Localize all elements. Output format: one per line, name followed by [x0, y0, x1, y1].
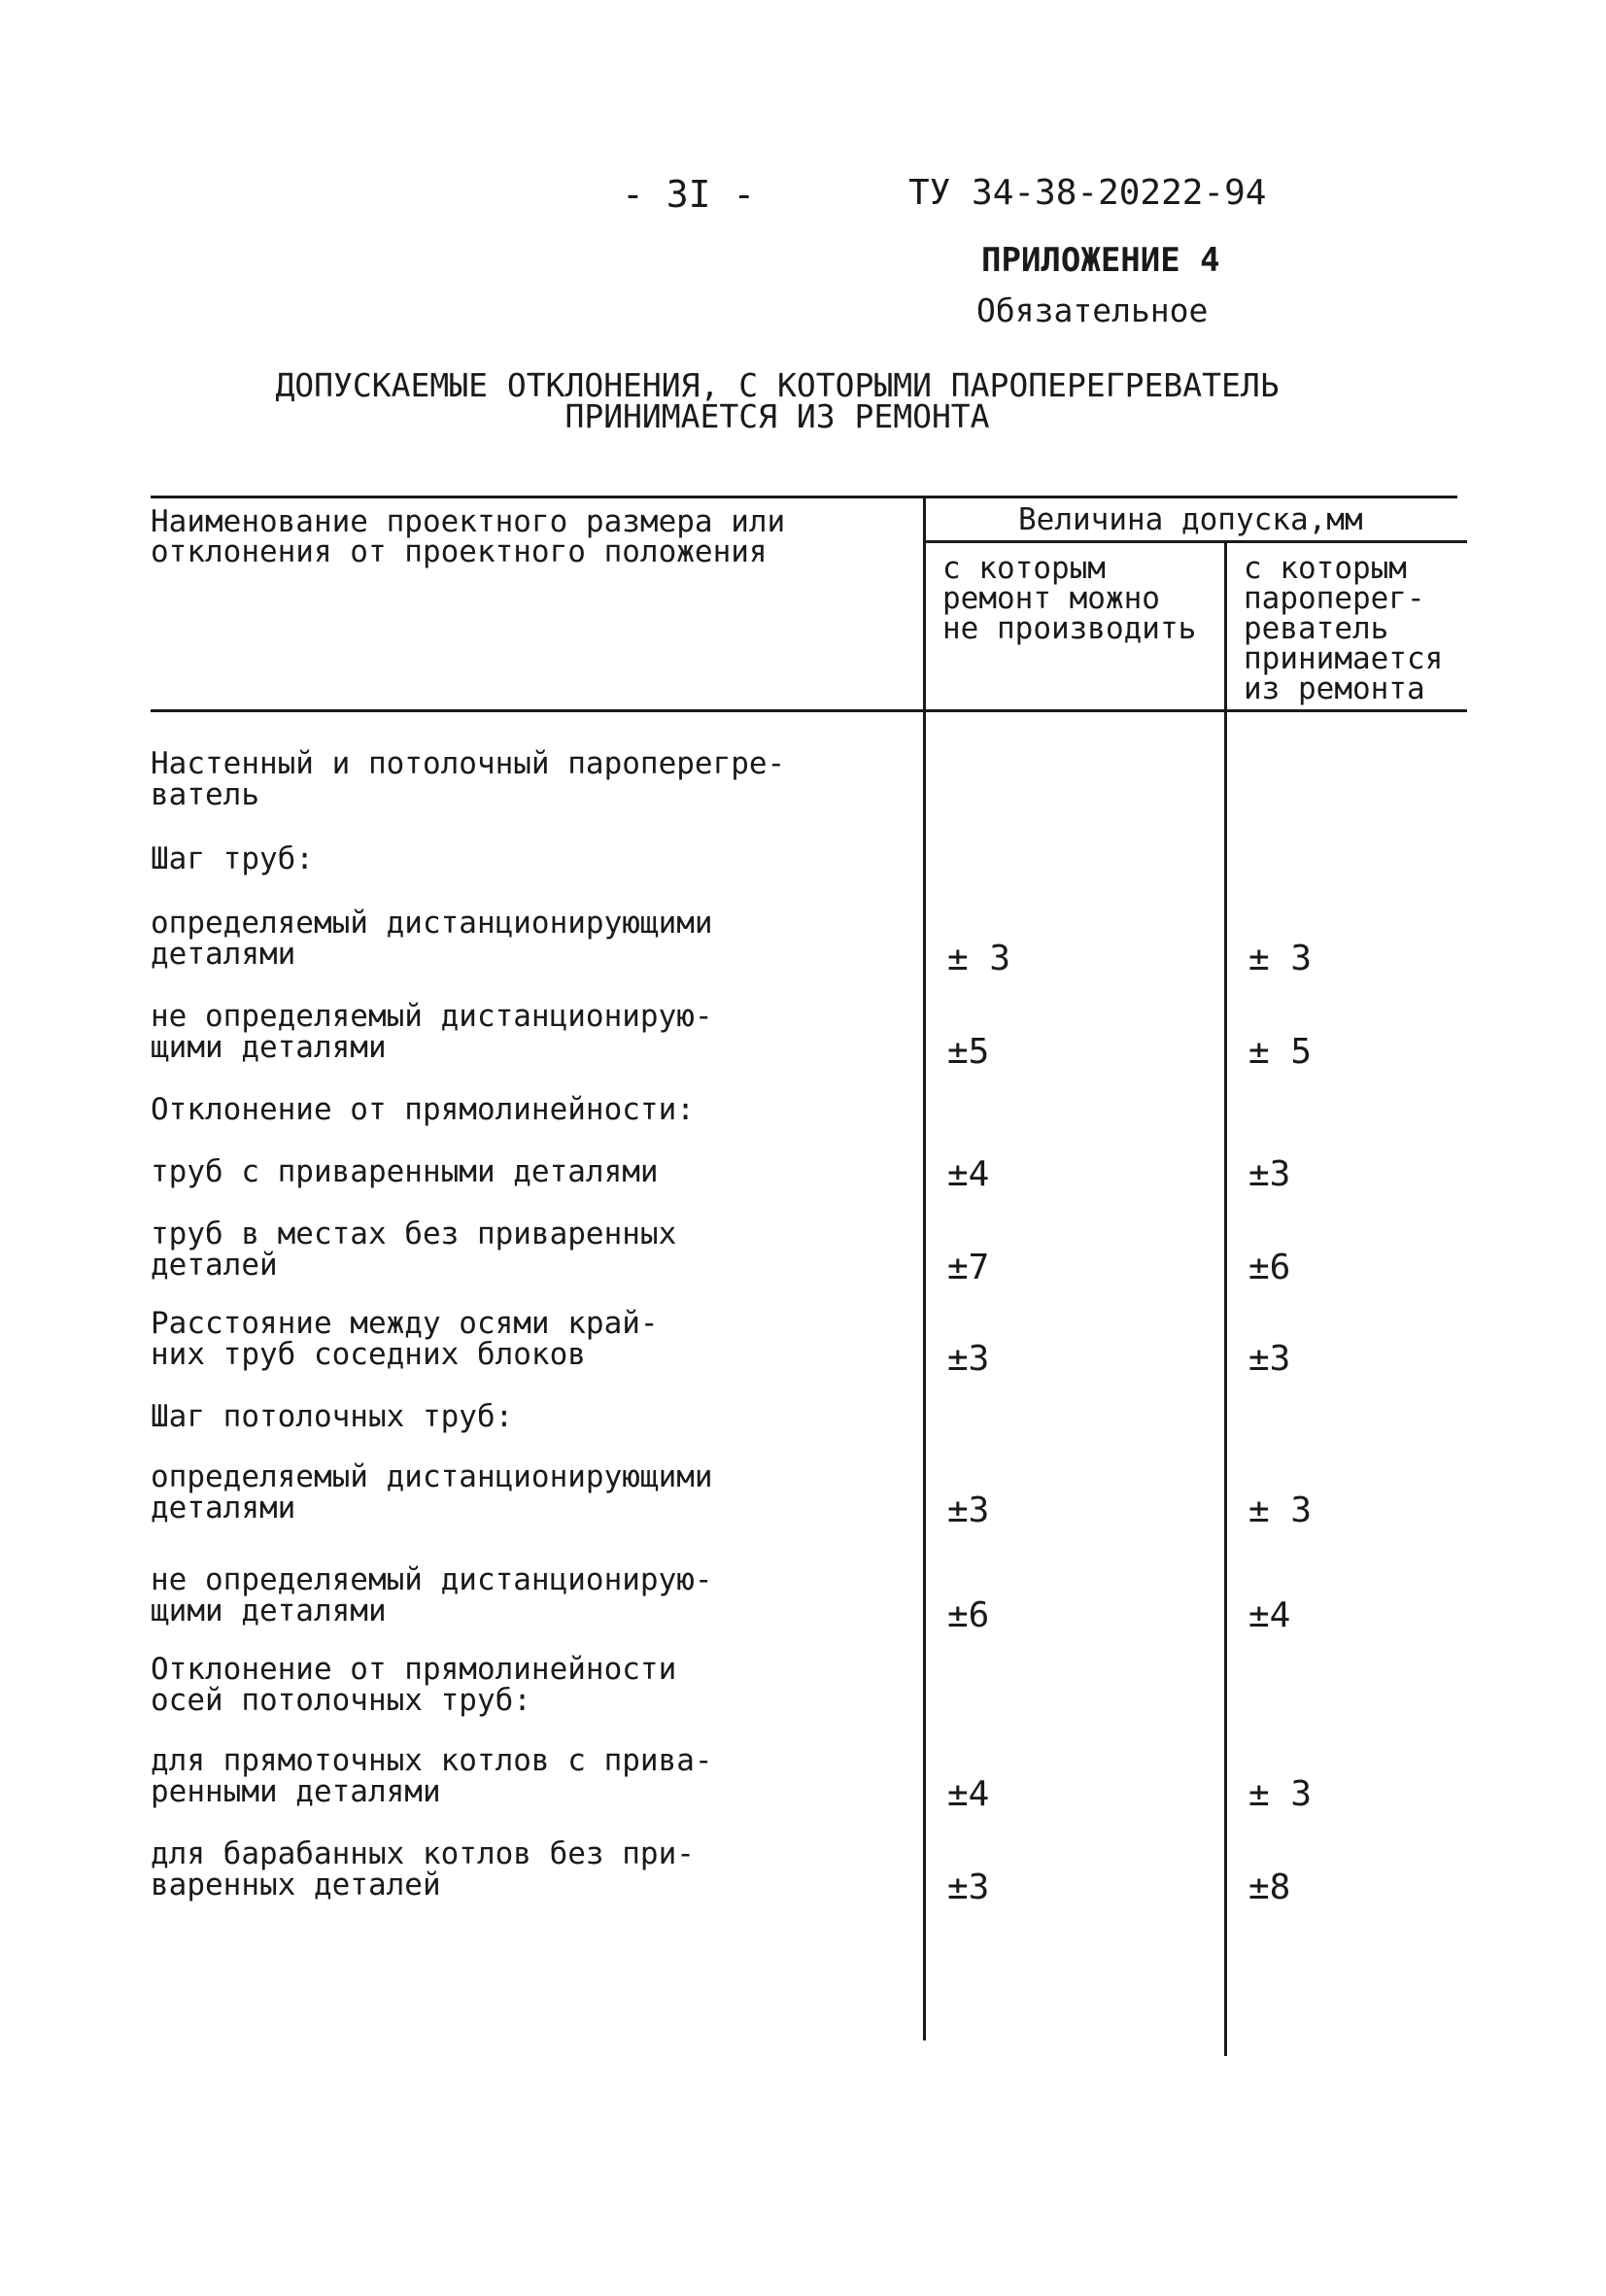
column-header-name: Наименование проектного размера или отклонения от проектного положения: [151, 504, 786, 569]
row-label: Настенный и потолочный пароперегре- ватель: [151, 746, 786, 812]
column-header-no-repair: с которым ремонт можно не производить: [942, 551, 1197, 646]
page-title-line-1: ДОПУСКАЕМЫЕ ОТКЛОНЕНИЯ, С КОТОРЫМИ ПАРОПЕРЕГРЕВАТЕЛЬ: [275, 366, 1280, 404]
table-top-rule: [151, 496, 1457, 498]
column-divider-2: [1224, 540, 1227, 2056]
tolerance-no-repair: ±6: [947, 1595, 990, 1635]
header-bottom-rule: [151, 709, 1467, 712]
tolerance-accepted: ±4: [1248, 1595, 1291, 1635]
group-header-tolerance: Величина допуска,мм: [1018, 502, 1363, 537]
tolerance-accepted: ± 3: [1248, 1491, 1313, 1530]
tolerance-accepted: ±6: [1248, 1248, 1291, 1287]
row-label: определяемый дистанционирующими деталями: [151, 906, 713, 972]
appendix-label: ПРИЛОЖЕНИЕ 4: [981, 241, 1220, 280]
mandatory-label: Обязательное: [976, 291, 1209, 329]
tolerance-no-repair: ±7: [947, 1248, 990, 1287]
tolerance-no-repair: ±3: [947, 1339, 990, 1379]
row-label: Шаг потолочных труб:: [151, 1399, 514, 1434]
tolerance-no-repair: ±4: [947, 1774, 990, 1814]
column-divider-1: [923, 496, 926, 2040]
row-label: не определяемый дистанционирую- щими деталями: [151, 1562, 713, 1628]
tolerance-accepted: ± 3: [1248, 939, 1313, 978]
tolerance-accepted: ±3: [1248, 1154, 1291, 1194]
row-label: Отклонение от прямолинейности:: [151, 1092, 695, 1127]
group-header-rule: [923, 540, 1467, 543]
column-header-accepted: с которым пароперег- реватель принимается из ремонта: [1244, 551, 1444, 706]
tolerance-no-repair: ±5: [947, 1032, 990, 1072]
tolerance-no-repair: ±4: [947, 1154, 990, 1194]
row-label: труб с приваренными деталями: [151, 1154, 659, 1189]
row-label: не определяемый дистанционирую- щими деталями: [151, 999, 713, 1065]
tolerance-accepted: ± 3: [1248, 1774, 1313, 1814]
row-label: Расстояние между осями край- них труб соседних блоков: [151, 1306, 659, 1372]
row-label: для прямоточных котлов с прива- ренными деталями: [151, 1743, 713, 1809]
row-label: труб в местах без приваренных деталей: [151, 1217, 677, 1283]
row-label: Шаг труб:: [151, 841, 314, 876]
page-title-line-2: ПРИНИМАЕТСЯ ИЗ РЕМОНТА: [564, 397, 990, 435]
page-number: - 3I -: [622, 173, 756, 216]
row-label: для барабанных котлов без при- варенных деталей: [151, 1836, 695, 1902]
tolerance-no-repair: ±3: [947, 1868, 990, 1907]
tolerance-no-repair: ± 3: [947, 939, 1011, 978]
tolerance-accepted: ± 5: [1248, 1032, 1313, 1072]
tolerance-accepted: ±8: [1248, 1868, 1291, 1907]
document-number: ТУ 34-38-20222-94: [908, 173, 1267, 213]
tolerance-no-repair: ±3: [947, 1491, 990, 1530]
row-label: определяемый дистанционирующими деталями: [151, 1459, 713, 1525]
row-label: Отклонение от прямолинейности осей потолочных труб:: [151, 1652, 677, 1718]
tolerance-accepted: ±3: [1248, 1339, 1291, 1379]
